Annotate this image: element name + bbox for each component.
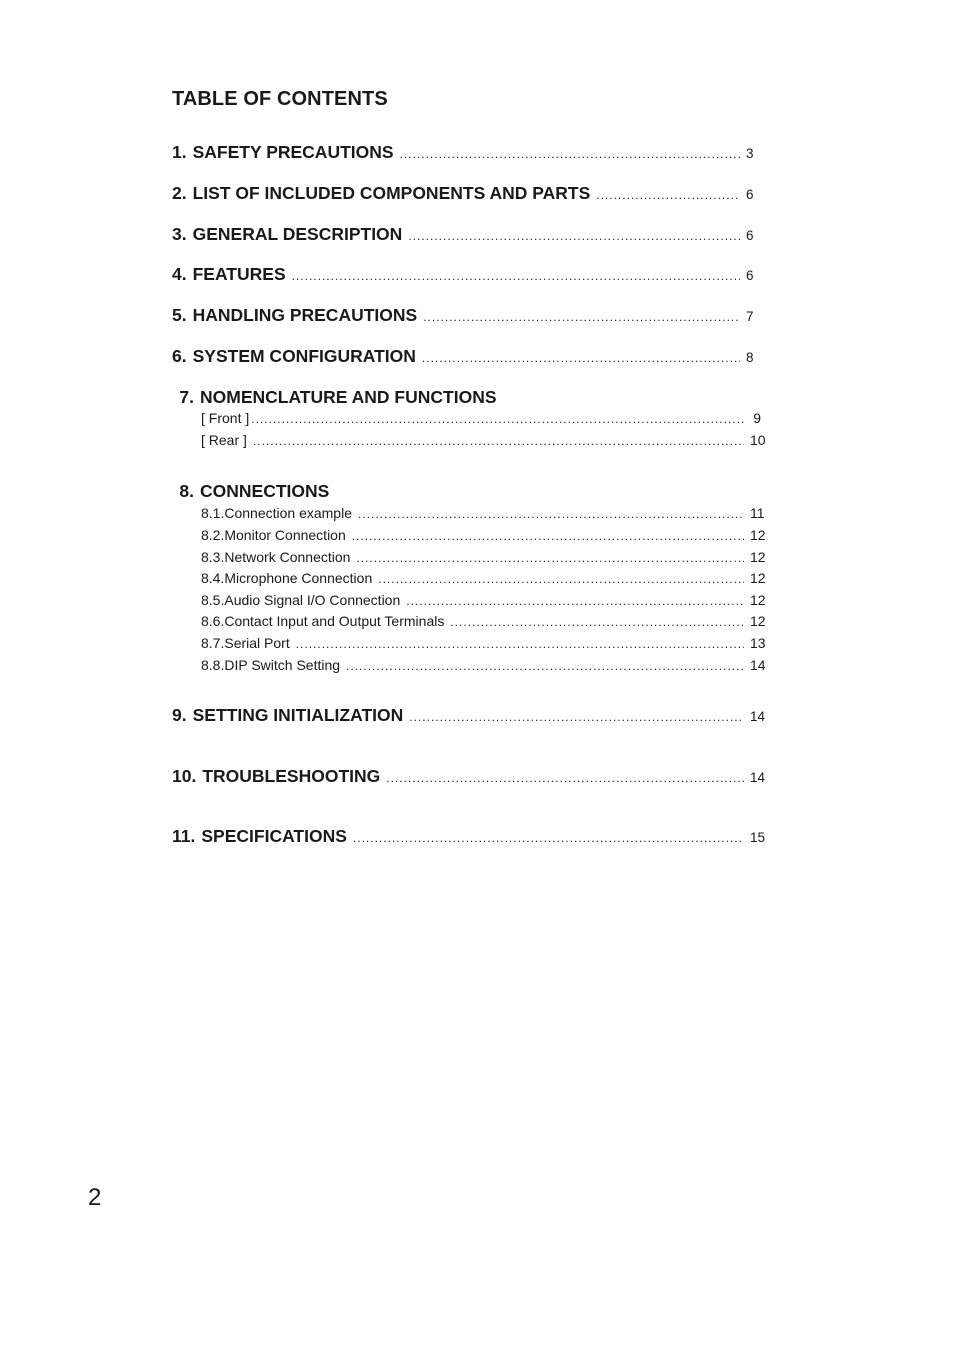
toc-subentry-page: 12 — [750, 549, 766, 565]
toc-entry-label: HANDLING PRECAUTIONS — [192, 305, 418, 325]
toc-entry-label: SETTING INITIALIZATION — [192, 705, 404, 725]
toc-subentry-number: 8.4. — [201, 570, 225, 586]
toc-entry-handling-precautions[interactable] — [172, 305, 760, 326]
toc-subentry-label: Connection example — [224, 505, 352, 521]
toc-subentry-page: 14 — [750, 657, 766, 673]
toc-entry-page: 6 — [746, 228, 754, 243]
toc-entry-number: 1. — [172, 142, 187, 162]
toc-entry-label: SYSTEM CONFIGURATION — [192, 346, 416, 366]
page-number: 2 — [88, 1184, 102, 1211]
dot-leader — [292, 269, 740, 283]
toc-subentry-page: 13 — [750, 635, 766, 651]
toc-entry-number: 10. — [172, 766, 197, 786]
dot-leader — [409, 710, 744, 724]
toc-entry-page: 6 — [746, 187, 754, 202]
toc-subentry-number: 8.8. — [201, 657, 225, 673]
dot-leader — [352, 529, 744, 543]
toc-subentry-8-4[interactable] — [201, 570, 764, 586]
toc-subentry-8-2[interactable] — [201, 527, 764, 543]
toc-subentry-number: 8.6. — [201, 613, 225, 629]
toc-entry-number: 6. — [172, 346, 187, 366]
toc-subentry-page: 12 — [750, 527, 766, 543]
toc-subentry-label: DIP Switch Setting — [224, 657, 341, 673]
toc-subentry-number: 8.2. — [201, 527, 225, 543]
toc-entry-page: 6 — [746, 268, 754, 283]
toc-subentry-8-5[interactable] — [201, 592, 764, 608]
toc-entry-label: GENERAL DESCRIPTION — [192, 224, 403, 244]
toc-subentry-label: [ Front ] — [201, 410, 250, 426]
dot-leader — [450, 615, 744, 629]
toc-entry-label: NOMENCLATURE AND FUNCTIONS — [200, 387, 497, 407]
toc-entry-number: 4. — [172, 264, 187, 284]
toc-subentry-label: [ Rear ] — [201, 432, 247, 448]
toc-entry-label: LIST OF INCLUDED COMPONENTS AND PARTS — [192, 183, 591, 203]
toc-subentry-page: 12 — [750, 592, 766, 608]
toc-subentry-page: 12 — [750, 570, 766, 586]
dot-leader — [422, 351, 740, 365]
toc-entry-number: 2. — [172, 183, 187, 203]
toc-entry-setting-initialization[interactable] — [172, 705, 764, 726]
toc-subentry-label: Monitor Connection — [224, 527, 346, 543]
dot-leader — [346, 659, 744, 673]
toc-subentry-number: 8.1. — [201, 505, 225, 521]
toc-entry-page: 8 — [746, 350, 754, 365]
toc-subentry-page: 12 — [750, 613, 766, 629]
toc-entry-features[interactable] — [172, 264, 760, 285]
dot-leader — [596, 188, 740, 202]
toc-entry-label: FEATURES — [192, 264, 286, 284]
dot-leader — [408, 229, 740, 243]
toc-subentry-number: 8.5. — [201, 592, 225, 608]
toc-entry-system-configuration[interactable] — [172, 346, 760, 367]
dot-leader — [253, 434, 744, 448]
toc-subentry-front[interactable] — [201, 410, 761, 426]
dot-leader — [423, 310, 740, 324]
toc-subentry-label: Serial Port — [224, 635, 290, 651]
toc-subentry-page: 11 — [750, 505, 765, 521]
dot-leader — [400, 147, 740, 161]
toc-entry-number: 9. — [172, 705, 187, 725]
toc-subentry-number: 8.3. — [201, 549, 225, 565]
toc-entry-page: 15 — [750, 830, 766, 845]
toc-entry-label: TROUBLESHOOTING — [202, 766, 381, 786]
toc-subentry-8-3[interactable] — [201, 549, 764, 565]
toc-entry-number: 3. — [172, 224, 187, 244]
toc-entry-connections[interactable] — [172, 481, 760, 502]
toc-subentry-label: Contact Input and Output Terminals — [224, 613, 445, 629]
dot-leader — [406, 594, 744, 608]
toc-subentry-page: 9 — [753, 410, 761, 426]
dot-leader — [358, 507, 744, 521]
toc-entry-included-components[interactable] — [172, 183, 760, 204]
toc-entry-page: 14 — [750, 709, 766, 724]
toc-subentry-number: 8.7. — [201, 635, 225, 651]
toc-subentry-page: 10 — [750, 432, 766, 448]
dot-leader — [353, 831, 744, 845]
toc-subentry-label: Microphone Connection — [224, 570, 373, 586]
toc-subentry-label: Audio Signal I/O Connection — [224, 592, 401, 608]
dot-leader — [386, 771, 744, 785]
toc-subentry-label: Network Connection — [224, 549, 351, 565]
dot-leader — [251, 412, 745, 426]
page-title: TABLE OF CONTENTS — [172, 88, 388, 110]
toc-entry-general-description[interactable] — [172, 224, 760, 245]
toc-entry-page: 7 — [746, 309, 754, 324]
toc-entry-label: SPECIFICATIONS — [201, 826, 347, 846]
toc-entry-specifications[interactable] — [172, 826, 764, 847]
toc-entry-number: 5. — [172, 305, 187, 325]
toc-entry-number: 7. — [179, 387, 194, 407]
dot-leader — [296, 637, 744, 651]
dot-leader — [356, 551, 744, 565]
toc-entry-number: 8. — [179, 481, 194, 501]
toc-entry-safety-precautions[interactable] — [172, 142, 760, 163]
toc-entry-page: 14 — [750, 770, 766, 785]
toc-subentry-8-6[interactable] — [201, 613, 764, 629]
toc-subentry-8-1[interactable] — [201, 505, 764, 521]
toc-subentry-8-8[interactable] — [201, 657, 764, 673]
toc-entry-page: 3 — [746, 146, 754, 161]
dot-leader — [378, 572, 744, 586]
toc-entry-label: SAFETY PRECAUTIONS — [192, 142, 394, 162]
toc-entry-troubleshooting[interactable] — [172, 766, 764, 787]
toc-subentry-rear[interactable] — [201, 432, 764, 448]
toc-entry-number: 11. — [172, 826, 196, 846]
toc-entry-nomenclature[interactable] — [172, 387, 760, 408]
toc-entry-label: CONNECTIONS — [200, 481, 330, 501]
toc-subentry-8-7[interactable] — [201, 635, 764, 651]
